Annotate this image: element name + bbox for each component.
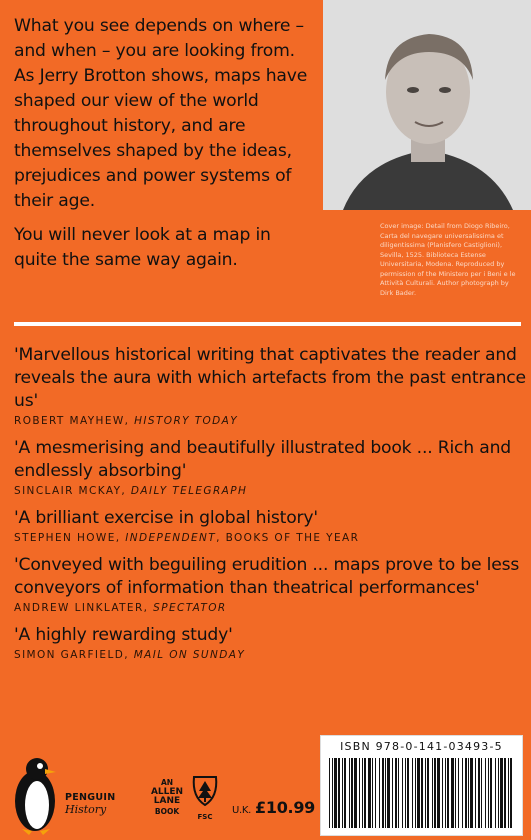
author-photo bbox=[323, 0, 531, 210]
barcode-bar bbox=[364, 758, 366, 828]
barcode-bar bbox=[382, 758, 384, 828]
fsc-label: FSC bbox=[197, 813, 213, 821]
quote-author: ROBERT MAYHEW, bbox=[14, 415, 130, 427]
quote-item bbox=[14, 554, 529, 614]
barcode-bar bbox=[362, 758, 363, 828]
barcode-bar bbox=[498, 758, 499, 828]
penguin-logo-icon bbox=[12, 755, 58, 835]
quote-publication: DAILY TELEGRAPH bbox=[130, 485, 248, 497]
barcode-bar bbox=[445, 758, 446, 828]
series-name: History bbox=[65, 803, 107, 816]
barcode-bar bbox=[451, 758, 454, 828]
imprint-line: LANE bbox=[153, 796, 181, 806]
barcode-bar bbox=[395, 758, 397, 828]
barcode-bar bbox=[495, 758, 496, 828]
barcode-bar bbox=[462, 758, 463, 828]
barcode-bar bbox=[412, 758, 413, 828]
barcode-bar bbox=[488, 758, 489, 828]
barcode-bar bbox=[338, 758, 340, 828]
barcode-bar bbox=[504, 758, 506, 828]
quote-source bbox=[14, 532, 529, 544]
barcode-bar bbox=[434, 758, 436, 828]
imprint-logo bbox=[150, 778, 184, 816]
barcode-bar bbox=[334, 758, 337, 828]
back-cover-footer bbox=[0, 735, 531, 840]
cover-credit: Cover image: Detail from Diogo Ribeiro, Carta del navegare universalissima et diligentissima (Planisfero Castiglioni), Sevilla, 1525. Biblioteca Estense Universitaria, Modena. Reproduced by permission of the Ministero per i Beni e le Attività Culturali. Author photograph by Dirk Bader. bbox=[380, 222, 516, 297]
barcode-bar bbox=[468, 758, 469, 828]
barcode-bar bbox=[415, 758, 416, 828]
barcode-bar bbox=[329, 758, 330, 828]
barcode-bar bbox=[359, 758, 360, 828]
barcode-bar bbox=[455, 758, 456, 828]
barcode-icon bbox=[329, 758, 514, 828]
quote-publication: HISTORY TODAY bbox=[134, 415, 239, 427]
imprint-line: BOOK bbox=[154, 806, 180, 816]
quote-source bbox=[14, 485, 529, 497]
barcode-bar bbox=[387, 758, 390, 828]
barcode-bar bbox=[475, 758, 476, 828]
quote-item bbox=[14, 437, 529, 497]
barcode-bar bbox=[442, 758, 443, 828]
quote-author: SINCLAIR MCKAY, bbox=[14, 485, 127, 497]
price-region: U.K. bbox=[232, 805, 252, 816]
barcode-bar bbox=[425, 758, 426, 828]
barcode-bar bbox=[392, 758, 393, 828]
publisher-name: PENGUIN bbox=[65, 792, 116, 803]
barcode-bar bbox=[332, 758, 333, 828]
barcode-bar bbox=[349, 758, 350, 828]
price-tag bbox=[232, 798, 315, 817]
barcode-bar bbox=[402, 758, 403, 828]
barcode-bar bbox=[432, 758, 433, 828]
barcode-bar bbox=[470, 758, 473, 828]
price-value: £10.99 bbox=[255, 798, 315, 817]
isbn-number: ISBN 978-0-141-03493-5 bbox=[340, 740, 503, 753]
quote-text: 'Marvellous historical writing that captivates the reader and reveals the aura with which artefacts from the past entrance us' bbox=[14, 345, 526, 411]
imprint-line: AN bbox=[160, 778, 174, 787]
author-portrait-icon bbox=[323, 0, 531, 210]
quote-text: 'A brilliant exercise in global history' bbox=[14, 508, 318, 528]
barcode-bar bbox=[342, 758, 343, 828]
imprint-line: ALLEN bbox=[150, 786, 184, 797]
barcode-bar bbox=[485, 758, 486, 828]
quote-extra: , BOOKS OF THE YEAR bbox=[216, 532, 360, 544]
section-divider bbox=[14, 322, 521, 326]
barcode-bar bbox=[417, 758, 420, 828]
quote-item bbox=[14, 624, 529, 661]
review-quotes bbox=[14, 344, 529, 671]
quote-text: 'A mesmerising and beautifully illustrated book ... Rich and endlessly absorbing' bbox=[14, 438, 511, 481]
barcode-bar bbox=[427, 758, 429, 828]
barcode-bar bbox=[398, 758, 399, 828]
barcode-bar bbox=[447, 758, 449, 828]
barcode-bar bbox=[500, 758, 503, 828]
quote-item bbox=[14, 507, 529, 544]
barcode-bar bbox=[375, 758, 376, 828]
quote-source bbox=[14, 649, 529, 661]
barcode-bar bbox=[354, 758, 357, 828]
quote-text: 'Conveyed with beguiling erudition ... maps prove to be less conveyors of information than theatrical performances' bbox=[14, 555, 520, 598]
barcode-bar bbox=[344, 758, 346, 828]
quote-source bbox=[14, 415, 529, 427]
fsc-tree-icon bbox=[190, 773, 220, 807]
barcode-bar bbox=[405, 758, 406, 828]
barcode-bar bbox=[465, 758, 467, 828]
back-cover-blurb bbox=[14, 14, 314, 282]
quote-text: 'A highly rewarding study' bbox=[14, 625, 233, 645]
quote-author: ANDREW LINKLATER, bbox=[14, 602, 149, 614]
quote-publication: MAIL ON SUNDAY bbox=[133, 649, 246, 661]
quote-author: STEPHEN HOWE, bbox=[14, 532, 121, 544]
barcode-bar bbox=[490, 758, 492, 828]
quote-publication: INDEPENDENT bbox=[125, 532, 217, 544]
barcode-panel bbox=[320, 735, 523, 836]
barcode-bar bbox=[379, 758, 380, 828]
barcode-bar bbox=[437, 758, 440, 828]
quote-item bbox=[14, 344, 529, 427]
barcode-bar bbox=[481, 758, 482, 828]
quote-author: SIMON GARFIELD, bbox=[14, 649, 129, 661]
blurb-paragraph-1: What you see depends on where – and when – you are looking from. As Jerry Brotton shows, maps have shaped our view of the world throughout history, and are themselves shaped by the ideas, prejudices and power systems of their age. bbox=[14, 16, 308, 211]
quote-source bbox=[14, 602, 529, 614]
barcode-bar bbox=[421, 758, 423, 828]
publisher-label bbox=[65, 792, 116, 816]
barcode-bar bbox=[351, 758, 353, 828]
barcode-bar bbox=[510, 758, 512, 828]
barcode-bar bbox=[368, 758, 371, 828]
quote-publication: SPECTATOR bbox=[153, 602, 227, 614]
fsc-mark bbox=[190, 773, 220, 821]
barcode-bar bbox=[478, 758, 480, 828]
blurb-paragraph-2: You will never look at a map in quite the same way again. bbox=[14, 225, 271, 270]
barcode-bar bbox=[385, 758, 386, 828]
barcode-bar bbox=[407, 758, 409, 828]
barcode-bar bbox=[508, 758, 509, 828]
barcode-bar bbox=[372, 758, 373, 828]
barcode-bar bbox=[458, 758, 459, 828]
